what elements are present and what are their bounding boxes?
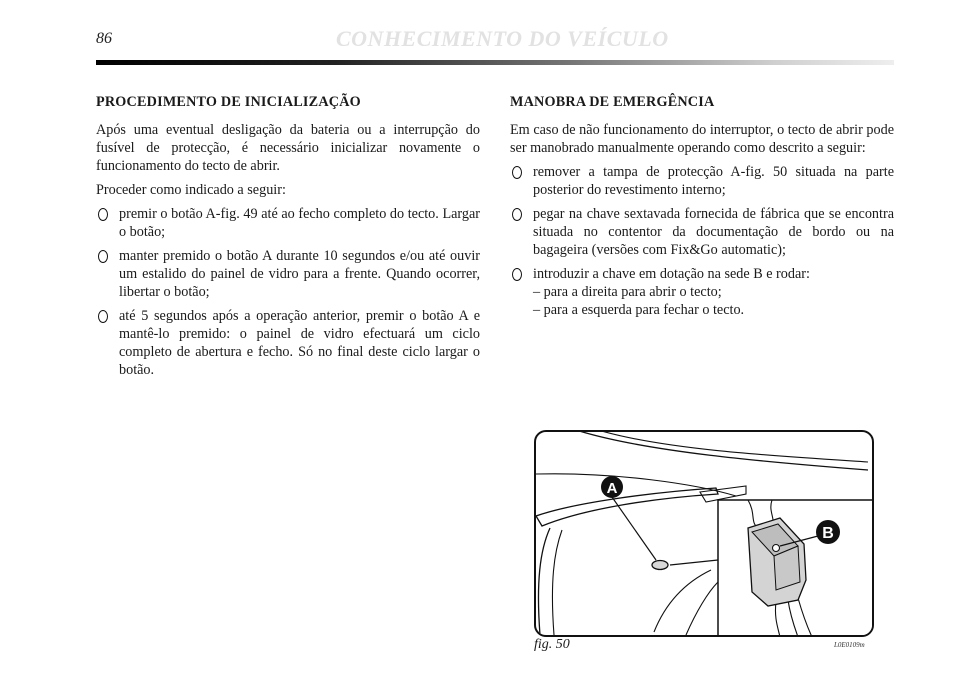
- bullet-circle-icon: [512, 268, 522, 281]
- running-title: CONHECIMENTO DO VEÍCULO: [336, 26, 669, 51]
- list-item-text: pegar na chave sextavada fornecida de fábrica que se encontra situada no contentor da documentação de bordo ou na bagageira (versões com Fix&Go automatic);: [533, 206, 894, 258]
- list-item-text: remover a tampa de protecção A-fig. 50 situada na parte posterior do revestimento interno;: [533, 164, 894, 198]
- window-frame: [538, 528, 550, 635]
- window-frame: [686, 582, 718, 635]
- list-item: [96, 307, 480, 379]
- list-item: [510, 205, 894, 259]
- list-item: [96, 247, 480, 301]
- left-column: [96, 93, 480, 385]
- right-column: [510, 93, 894, 325]
- callout-b-label: B: [822, 525, 834, 542]
- bullet-list: [510, 163, 894, 319]
- figure-code: L0E0109m: [834, 641, 865, 649]
- figure-caption: fig. 50: [534, 637, 570, 652]
- list-item: [510, 265, 894, 319]
- paragraph: Após uma eventual desligação da bateria ou a interrupção do fusível de protecção, é necessário inicializar novamente o funcionamento do tecto de abrir.: [96, 122, 480, 174]
- bullet-list: [96, 205, 480, 379]
- headliner-line: [536, 474, 736, 496]
- section-heading-initialization: PROCEDIMENTO DE INICIALIZAÇÃO: [96, 94, 361, 110]
- paragraph: Proceder como indicado a seguir:: [96, 182, 286, 198]
- figure-illustration: [534, 430, 874, 637]
- leader-line: [670, 560, 718, 565]
- list-item-text: até 5 segundos após a operação anterior, premir o botão A e mantê-lo premido: o painel de vidro efectuará um ciclo completo de abertura e fecho. Só no final deste ciclo largar o botão.: [119, 308, 480, 378]
- list-item-text: premir o botão A-fig. 49 até ao fecho completo do tecto. Largar o botão;: [119, 206, 480, 240]
- list-item: [96, 205, 480, 241]
- protective-cap: [652, 561, 668, 570]
- bullet-circle-icon: [512, 208, 522, 221]
- list-item-text: introduzir a chave em dotação na sede B e rodar:: [533, 266, 810, 282]
- sub-item: – para a direita para abrir o tecto;: [533, 284, 722, 300]
- window-frame: [654, 570, 711, 632]
- window-frame: [536, 488, 718, 526]
- section-heading-emergency: MANOBRA DE EMERGÊNCIA: [510, 94, 715, 110]
- list-item: [510, 163, 894, 199]
- header-rule: [96, 60, 894, 65]
- paragraph: Em caso de não funcionamento do interruptor, o tecto de abrir pode ser manobrado manualmente operando como descrito a seguir:: [510, 122, 894, 156]
- bullet-circle-icon: [98, 250, 108, 263]
- hex-socket: [773, 545, 780, 552]
- page-number: 86: [96, 30, 112, 47]
- bullet-circle-icon: [512, 166, 522, 179]
- leader-line: [612, 497, 656, 560]
- bullet-circle-icon: [98, 208, 108, 221]
- sub-item: – para a esquerda para fechar o tecto.: [533, 302, 745, 318]
- bullet-circle-icon: [98, 310, 108, 323]
- list-item-text: manter premido o botão A durante 10 segundos e/ou até ouvir um estalido do painel de vidro para a frente. Quando ocorrer, libertar o botão;: [119, 248, 480, 300]
- callout-a-label: A: [606, 480, 618, 497]
- window-frame: [552, 530, 562, 635]
